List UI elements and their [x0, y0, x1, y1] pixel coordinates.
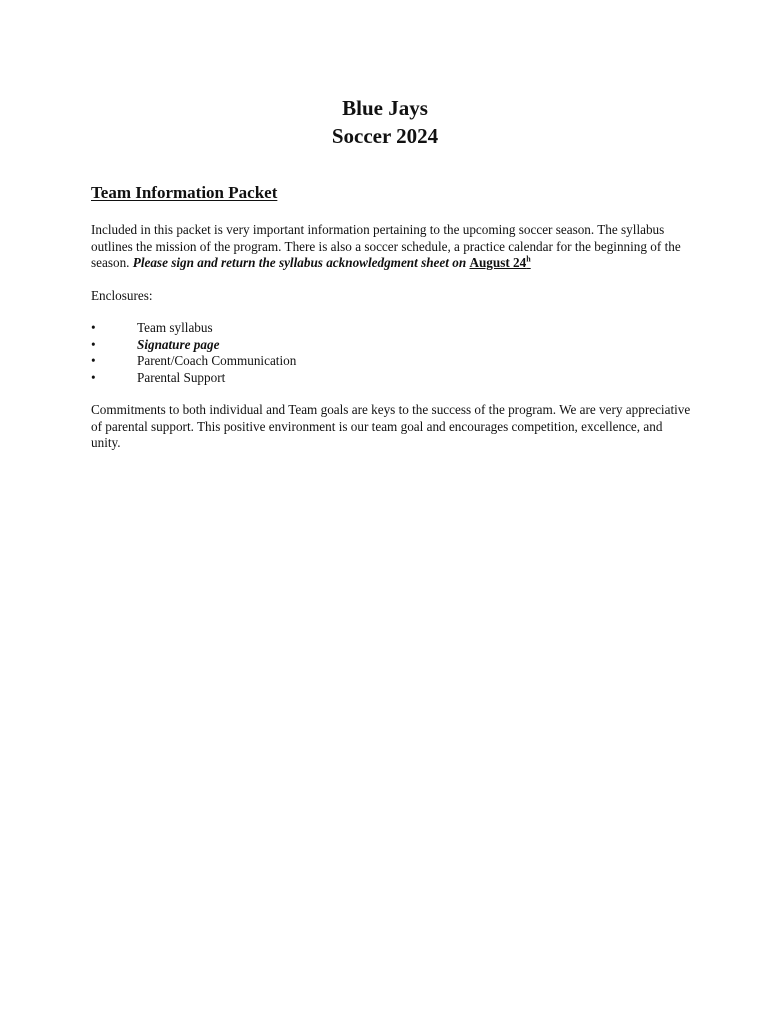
enclosures-list: [91, 320, 296, 386]
list-item-label: Signature page: [137, 336, 220, 352]
bullet-icon: •: [91, 353, 96, 368]
list-item-label: Team syllabus: [137, 320, 213, 335]
list-item: [91, 370, 296, 387]
intro-paragraph: [91, 222, 691, 272]
bullet-icon: •: [91, 369, 96, 385]
deadline-date-text: August 24: [469, 255, 527, 270]
enclosures-label: Enclosures:: [91, 288, 153, 303]
list-item: [91, 337, 296, 354]
list-item: [91, 353, 296, 370]
title-block: [0, 94, 770, 150]
section-heading: Team Information Packet: [91, 183, 278, 202]
document-title: Blue Jays: [342, 96, 428, 120]
closing-paragraph: Commitments to both individual and Team goals are keys to the success of the program. We are very appreciative of parental support. This positive environment is our team goal and encourages competition, excellence, and unity.: [91, 402, 691, 450]
bullet-icon: •: [91, 320, 96, 335]
list-item-label: Parental Support: [137, 369, 226, 385]
document-subtitle: Soccer 2024: [331, 124, 439, 148]
bullet-icon: •: [91, 336, 96, 352]
intro-text: Included in this packet is very important information pertaining to the upcoming soccer season. The syllabus outlines the mission of the program. There is also a soccer schedule, a practice calendar for the beginning of the season.: [91, 222, 681, 270]
intro-emphasis: Please sign and return the syllabus acknowledgment sheet on: [132, 255, 467, 270]
deadline-suffix: h: [526, 254, 531, 264]
list-item-label: Parent/Coach Communication: [137, 353, 297, 368]
list-item: [91, 320, 296, 337]
deadline-date: [469, 255, 530, 270]
